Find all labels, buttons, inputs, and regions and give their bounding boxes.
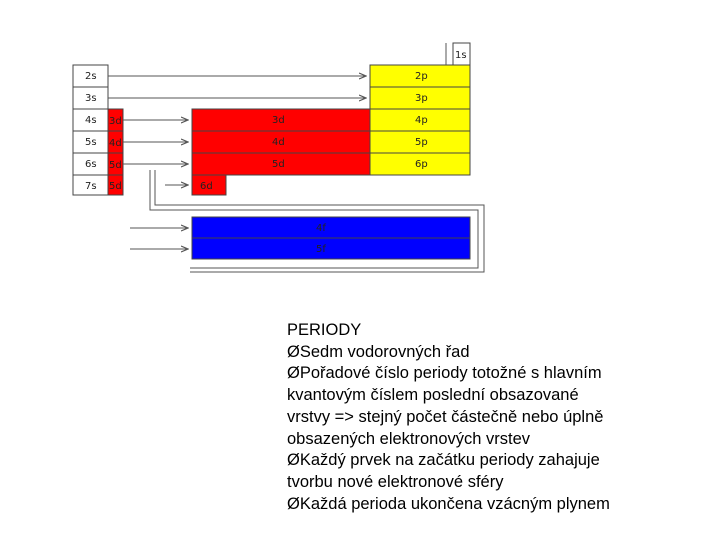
d-cell-label: 3d	[272, 115, 285, 126]
text-line: kvantovým číslem poslední obsazované	[287, 386, 579, 405]
d-cell-label: 5d	[272, 159, 285, 170]
d-small-column	[108, 109, 123, 195]
p-cell-label: 3p	[415, 93, 428, 104]
s-cell-label: 4s	[85, 115, 97, 126]
text-title: PERIODY	[287, 321, 362, 339]
d-small-cell-label: 3d	[109, 116, 122, 127]
d-small-cell-label: 4d	[109, 138, 122, 149]
d-block	[192, 109, 370, 195]
d-small-cell-label: 5d	[109, 160, 122, 171]
f-cell	[192, 217, 470, 238]
s-cell-label: 3s	[85, 93, 97, 104]
text-line: ØPořadové číslo periody totožné s hlavním	[287, 364, 602, 383]
s-block	[73, 65, 108, 195]
p-cell-label: 6p	[415, 159, 428, 170]
p-cell-label: 2p	[415, 71, 428, 82]
f-cell-label: 4f	[316, 223, 326, 234]
s-cell-label: 7s	[85, 181, 97, 192]
text-line: ØKaždý prvek na začátku periody zahajuje	[287, 451, 600, 470]
p-cell-label: 1s	[455, 50, 467, 61]
text-line: ØKaždá perioda ukončena vzácným plynem	[287, 494, 610, 513]
d-cell-label: 6d	[200, 181, 213, 192]
f-block	[192, 217, 470, 259]
periods-text-block	[287, 320, 707, 515]
p-block	[370, 43, 470, 175]
text-line: obsazených elektronových vrstev	[287, 429, 531, 448]
s-cell-label: 2s	[85, 71, 97, 82]
d-cell-label: 4d	[272, 137, 285, 148]
text-line: ØSedm vodorovných řad	[287, 342, 470, 361]
s-cell-label: 5s	[85, 137, 97, 148]
s-cell-label: 6s	[85, 159, 97, 170]
text-line: tvorbu nové elektronové sféry	[287, 472, 504, 491]
p-cell-label: 5p	[415, 137, 428, 148]
p-cell-label: 4p	[415, 115, 428, 126]
text-line: vrstvy => stejný počet částečně nebo úplně	[287, 407, 604, 426]
f-cell	[192, 238, 470, 259]
d-small-cell-label: 5d	[109, 181, 122, 192]
f-cell-label: 5f	[316, 244, 326, 255]
